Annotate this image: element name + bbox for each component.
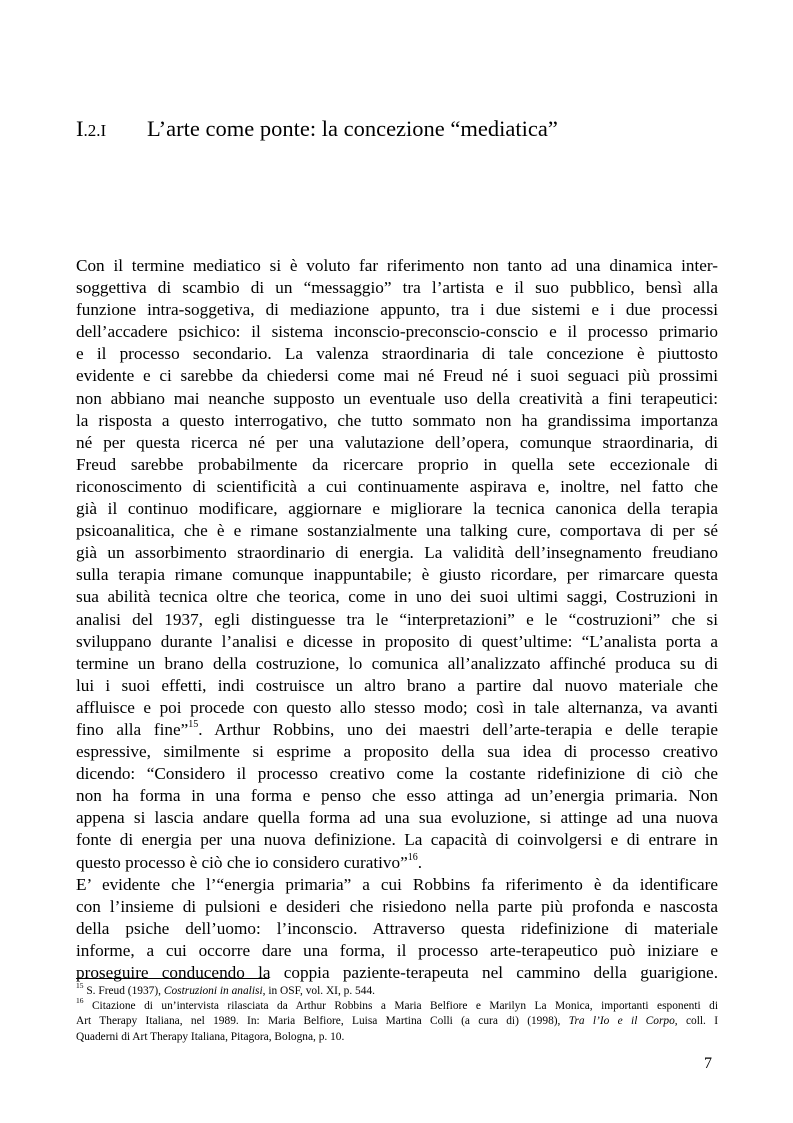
section-number: I.2.I — [76, 116, 107, 141]
body-line: con l’insieme di pulsioni e desideri che risiedono nella parte più profonda e nascosta — [76, 896, 718, 916]
body-text — [76, 255, 718, 984]
body-line: espressive, similmente si esprime a proposito della sua idea di processo creativo — [76, 742, 718, 762]
body-line: termine un brano della costruzione, lo comunica all’analizzato affinché produca su di — [76, 653, 718, 673]
footnote-16-cont: Art Therapy Italiana, nel 1989. In: Maria Belfiore, Luisa Martina Colli (a cura di) (1998), Tra l’Io e il Corpo, coll. I — [76, 1015, 719, 1028]
body-line: sviluppano durante l’analisi e dicesse in proposito di quest’ultime: “L’analista porta a — [76, 631, 718, 651]
body-line: analisi del 1937, egli distinguesse tra le “interpretazioni” e le “costruzioni” che si — [76, 609, 718, 629]
body-line: affluisce e poi procede con questo allo stesso modo; così in tale alternanza, va avanti — [76, 697, 718, 717]
body-line: già un assorbimento straordinario di energia. La validità dell’insegnamento freudiano — [76, 543, 718, 563]
body-line: soggettiva di scambio di un “messaggio” tra l’artista e il suo pubblico, bensì alla — [76, 278, 718, 298]
body-line: non ha forma in una forma e penso che esso attinga ad un’energia primaria. Non — [76, 786, 718, 806]
body-line: fonte di energia per una nuova definizione. La capacità di coinvolgersi e di entrare in — [76, 830, 718, 850]
footnote-16-cont: Quaderni di Art Therapy Italiana, Pitagora, Bologna, p. 10. — [76, 1030, 345, 1043]
body-line: non abbiano mai neanche supposto un eventuale uso della creatività a fini terapeutici: — [76, 388, 718, 408]
body-line: riconoscimento di scientificità a cui continuamente aspirava e, inoltre, nel fatto che — [76, 476, 718, 496]
body-line: funzione intra-soggetiva, di mediazione appunto, tra i due sistemi e i due processi — [76, 300, 718, 320]
footnote-ref-15: 15 — [188, 719, 199, 731]
body-line: evidente e ci sarebbe da chiedersi come mai né Freud né i suoi seguaci più prossimi — [76, 366, 718, 386]
body-line: appena si lascia andare quella forma ad una sua evoluzione, si attinge ad una nuova — [76, 808, 718, 828]
page-number: 7 — [704, 1055, 712, 1072]
body-line: Freud sarebbe probabilmente da ricercare proprio in quella sete eccezionale di — [76, 454, 718, 474]
body-line: questo processo è ciò che io considero curativo”$^{16}$. — [76, 851, 422, 872]
body-line: psicoanalitica, che è e rimane sostanzialmente una talking cure, comportava di per sé — [76, 521, 718, 541]
body-line: già il continuo modificare, aggiornare e migliorare la tecnica canonica della terapia — [76, 499, 718, 519]
body-line: proseguire conducendo la coppia paziente-terapeuta nel cammino della guarigione. — [76, 963, 718, 982]
footnote-15: $^{15}$ S. Freud (1937), Costruzioni in analisi, in OSF, vol. XI, p. 544. — [76, 981, 375, 997]
body-line: la risposta a questo interrogativo, che tutto sommato non ha grandissima importanza — [76, 410, 718, 430]
body-line: e il processo secondario. La valenza straordinaria di tale concezione è piuttosto — [76, 344, 718, 364]
footnote-ref-16: 16 — [407, 851, 418, 863]
body-line: dicendo: “Considero il processo creativo come la costante ridefinizione di ciò che — [76, 764, 718, 784]
section-title: L’arte come ponte: la concezione “mediatica” — [147, 116, 558, 141]
footnotes — [76, 981, 719, 1045]
body-line: informe, a cui occorre dare una forma, il processo arte-terapeutico può iniziare e — [76, 940, 718, 960]
body-line: Con il termine mediatico si è voluto far riferimento non tanto ad una dinamica inter- — [76, 256, 718, 275]
footnote-divider — [76, 978, 269, 979]
body-line: della psiche dell’uomo: l’inconscio. Attraverso questa ridefinizione di materiale — [76, 918, 718, 938]
body-line: sulla terapia rimane comunque inappuntabile; è giusto ricordare, per rimarcare questa — [76, 565, 718, 585]
body-line: dell’accadere psichico: il sistema inconscio-preconscio-conscio e il processo primario — [76, 322, 718, 342]
footnote-16: $^{16}$ Citazione di un’intervista rilasciata da Arthur Robbins a Maria Belfiore e Marilyn La Monica, importanti esponenti di — [76, 996, 718, 1013]
body-line: sua abilità tecnica oltre che teorica, come in uno dei suoi ultimi saggi, Costruzioni in — [76, 587, 718, 607]
section-heading — [76, 114, 558, 146]
body-line: né per questa ricerca né per una valutazione dell’opera, comunque straordinaria, di — [76, 432, 718, 452]
body-line: fino alla fine”$^{15}$. Arthur Robbins, uno dei maestri dell’arte-terapia e delle terapie — [76, 719, 718, 739]
body-line: E’ evidente che l’“energia primaria” a cui Robbins fa riferimento è da identificare — [76, 874, 718, 894]
body-line: lui i suoi effetti, indi costruisce un altro brano a partire dal nuovo materiale che — [76, 675, 718, 695]
